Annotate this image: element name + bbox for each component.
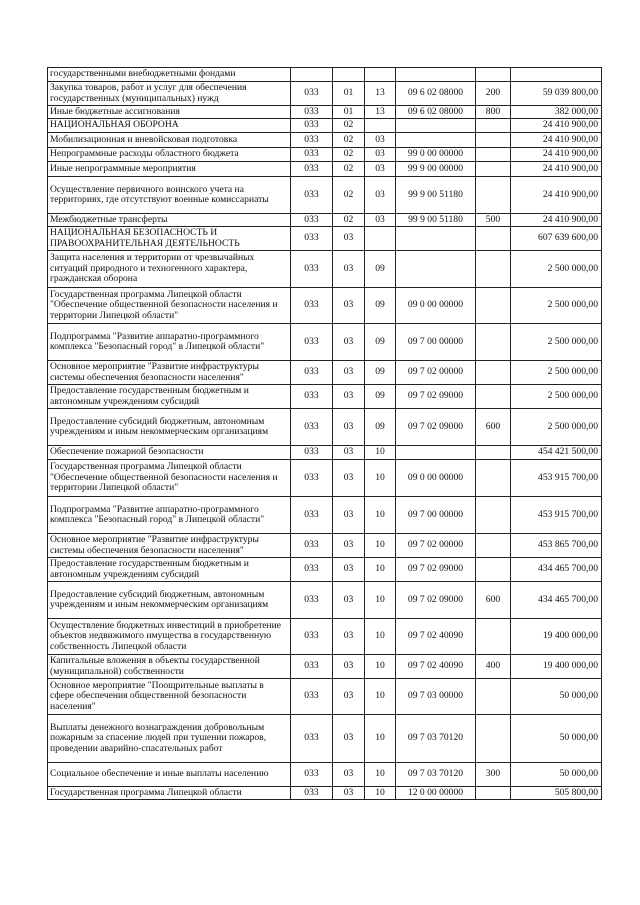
row-name-cell: Осуществление первичного воинского учета на территориях, где отсутствуют военные комиссариаты (48, 177, 291, 214)
row-subsection-cell: 10 (365, 715, 396, 763)
row-section-cell: 03 (333, 679, 365, 715)
row-subsection-cell: 10 (365, 619, 396, 655)
row-section-cell: 03 (333, 227, 365, 251)
row-target-article-cell: 09 7 00 00000 (396, 497, 476, 534)
row-subsection-cell: 09 (365, 324, 396, 361)
budget-table-body (48, 68, 602, 800)
row-section-cell: 03 (333, 361, 365, 385)
row-target-article-cell: 99 9 00 51180 (396, 214, 476, 227)
row-name-cell: Выплаты денежного вознаграждения добровольным пожарным за спасение людей при тушении пожаров, проведении аварийно-спасательных работ (48, 715, 291, 763)
row-subsection-cell: 10 (365, 460, 396, 497)
row-expense-type-cell (476, 148, 511, 162)
table-row (48, 214, 602, 227)
row-section-cell: 02 (333, 148, 365, 162)
budget-table (47, 67, 602, 800)
row-expense-type-cell: 600 (476, 582, 511, 619)
row-target-article-cell: 09 7 02 40090 (396, 619, 476, 655)
table-row (48, 106, 602, 119)
row-amount-cell: 2 500 000,00 (511, 288, 602, 324)
table-row (48, 133, 602, 148)
row-expense-type-cell (476, 177, 511, 214)
row-section-cell: 03 (333, 763, 365, 787)
row-admin-code-cell: 033 (291, 582, 333, 619)
row-admin-code-cell: 033 (291, 385, 333, 409)
row-expense-type-cell (476, 385, 511, 409)
table-row (48, 409, 602, 446)
row-subsection-cell: 09 (365, 361, 396, 385)
row-admin-code-cell: 033 (291, 787, 333, 800)
row-amount-cell (511, 68, 602, 82)
row-target-article-cell (396, 251, 476, 288)
row-admin-code-cell: 033 (291, 534, 333, 558)
row-amount-cell: 434 465 700,00 (511, 582, 602, 619)
row-expense-type-cell (476, 68, 511, 82)
row-expense-type-cell: 300 (476, 763, 511, 787)
row-target-article-cell (396, 227, 476, 251)
row-amount-cell: 50 000,00 (511, 679, 602, 715)
row-target-article-cell: 09 6 02 08000 (396, 82, 476, 106)
row-section-cell: 03 (333, 558, 365, 582)
row-amount-cell: 24 410 900,00 (511, 162, 602, 177)
row-target-article-cell: 09 7 02 09000 (396, 409, 476, 446)
row-name-cell: Непрограммные расходы областного бюджета (48, 148, 291, 162)
row-amount-cell: 434 465 700,00 (511, 558, 602, 582)
row-admin-code-cell (291, 68, 333, 82)
row-target-article-cell: 09 7 02 09000 (396, 385, 476, 409)
table-row (48, 324, 602, 361)
row-amount-cell: 24 410 900,00 (511, 148, 602, 162)
row-amount-cell: 2 500 000,00 (511, 251, 602, 288)
row-admin-code-cell: 033 (291, 119, 333, 133)
table-row (48, 148, 602, 162)
row-section-cell: 02 (333, 119, 365, 133)
row-admin-code-cell: 033 (291, 82, 333, 106)
row-name-cell: Государственная программа Липецкой области "Обеспечение общественной безопасности населения и территории Липецкой области" (48, 460, 291, 497)
row-subsection-cell: 10 (365, 446, 396, 460)
table-row (48, 655, 602, 679)
row-target-article-cell: 09 7 02 09000 (396, 558, 476, 582)
row-subsection-cell: 10 (365, 582, 396, 619)
row-amount-cell: 24 410 900,00 (511, 133, 602, 148)
row-section-cell: 03 (333, 446, 365, 460)
row-name-cell: Осуществление бюджетных инвестиций в приобретение объектов недвижимого имущества в государственную собственность Липецкой области (48, 619, 291, 655)
row-target-article-cell: 12 0 00 00000 (396, 787, 476, 800)
row-name-cell: Предоставление государственным бюджетным и автономным учреждениям субсидий (48, 558, 291, 582)
row-section-cell: 02 (333, 133, 365, 148)
row-expense-type-cell (476, 787, 511, 800)
table-row (48, 534, 602, 558)
row-expense-type-cell (476, 460, 511, 497)
row-admin-code-cell: 033 (291, 460, 333, 497)
table-row (48, 619, 602, 655)
row-expense-type-cell (476, 133, 511, 148)
row-admin-code-cell: 033 (291, 177, 333, 214)
table-row (48, 251, 602, 288)
row-amount-cell: 382 000,00 (511, 106, 602, 119)
row-amount-cell: 24 410 900,00 (511, 214, 602, 227)
row-target-article-cell (396, 133, 476, 148)
row-admin-code-cell: 033 (291, 106, 333, 119)
row-name-cell: Иные бюджетные ассигнования (48, 106, 291, 119)
row-admin-code-cell: 033 (291, 162, 333, 177)
row-admin-code-cell: 033 (291, 715, 333, 763)
table-row (48, 227, 602, 251)
row-target-article-cell: 99 9 00 00000 (396, 162, 476, 177)
row-name-cell: НАЦИОНАЛЬНАЯ ОБОРОНА (48, 119, 291, 133)
row-section-cell: 03 (333, 385, 365, 409)
row-admin-code-cell: 033 (291, 497, 333, 534)
row-subsection-cell (365, 68, 396, 82)
row-expense-type-cell (476, 361, 511, 385)
row-expense-type-cell (476, 534, 511, 558)
row-subsection-cell: 10 (365, 679, 396, 715)
row-admin-code-cell: 033 (291, 324, 333, 361)
row-subsection-cell: 10 (365, 558, 396, 582)
row-section-cell: 01 (333, 106, 365, 119)
row-expense-type-cell (476, 251, 511, 288)
row-section-cell: 03 (333, 251, 365, 288)
row-subsection-cell: 03 (365, 162, 396, 177)
row-name-cell: Защита населения и территории от чрезвычайных ситуаций природного и техногенного характера, гражданская оборона (48, 251, 291, 288)
row-target-article-cell: 99 0 00 00000 (396, 148, 476, 162)
row-subsection-cell: 10 (365, 763, 396, 787)
row-name-cell: Подпрограмма "Развитие аппаратно-программного комплекса "Безопасный город" в Липецкой области" (48, 497, 291, 534)
row-expense-type-cell (476, 288, 511, 324)
row-expense-type-cell (476, 324, 511, 361)
row-name-cell: Основное мероприятие "Развитие инфраструктуры системы обеспечения безопасности населения" (48, 361, 291, 385)
row-section-cell: 03 (333, 582, 365, 619)
row-section-cell: 03 (333, 534, 365, 558)
row-section-cell: 03 (333, 497, 365, 534)
row-target-article-cell: 09 7 03 70120 (396, 763, 476, 787)
row-name-cell: Межбюджетные трансферты (48, 214, 291, 227)
row-name-cell: Государственная программа Липецкой области "Обеспечение общественной безопасности населения и территории Липецкой области" (48, 288, 291, 324)
table-row (48, 679, 602, 715)
row-amount-cell: 453 915 700,00 (511, 497, 602, 534)
row-expense-type-cell (476, 558, 511, 582)
row-admin-code-cell: 033 (291, 409, 333, 446)
row-section-cell: 03 (333, 619, 365, 655)
row-section-cell: 03 (333, 288, 365, 324)
row-amount-cell: 453 915 700,00 (511, 460, 602, 497)
row-expense-type-cell (476, 619, 511, 655)
row-name-cell: Предоставление государственным бюджетным и автономным учреждениям субсидий (48, 385, 291, 409)
row-target-article-cell: 09 6 02 08000 (396, 106, 476, 119)
row-subsection-cell: 03 (365, 177, 396, 214)
row-name-cell: Государственная программа Липецкой области (48, 787, 291, 800)
row-name-cell: Предоставление субсидий бюджетным, автономным учреждениям и иным некоммерческим организациям (48, 409, 291, 446)
row-target-article-cell: 09 7 03 70120 (396, 715, 476, 763)
row-subsection-cell: 10 (365, 787, 396, 800)
table-row (48, 497, 602, 534)
row-section-cell: 01 (333, 82, 365, 106)
row-admin-code-cell: 033 (291, 214, 333, 227)
row-admin-code-cell: 033 (291, 251, 333, 288)
row-target-article-cell: 09 7 02 40090 (396, 655, 476, 679)
row-amount-cell: 24 410 900,00 (511, 119, 602, 133)
row-expense-type-cell: 400 (476, 655, 511, 679)
row-name-cell: Обеспечение пожарной безопасности (48, 446, 291, 460)
row-subsection-cell (365, 119, 396, 133)
table-row (48, 119, 602, 133)
row-subsection-cell: 10 (365, 534, 396, 558)
row-admin-code-cell: 033 (291, 763, 333, 787)
row-admin-code-cell: 033 (291, 227, 333, 251)
row-subsection-cell: 09 (365, 409, 396, 446)
table-row (48, 558, 602, 582)
row-name-cell: Основное мероприятие "Развитие инфраструктуры системы обеспечения безопасности населения" (48, 534, 291, 558)
table-row (48, 763, 602, 787)
row-subsection-cell: 03 (365, 133, 396, 148)
row-admin-code-cell: 033 (291, 446, 333, 460)
table-row (48, 582, 602, 619)
row-admin-code-cell: 033 (291, 619, 333, 655)
row-section-cell (333, 68, 365, 82)
row-amount-cell: 453 865 700,00 (511, 534, 602, 558)
row-target-article-cell: 09 0 00 00000 (396, 288, 476, 324)
row-subsection-cell (365, 227, 396, 251)
table-row (48, 361, 602, 385)
row-section-cell: 03 (333, 787, 365, 800)
row-expense-type-cell: 600 (476, 409, 511, 446)
row-subsection-cell: 10 (365, 655, 396, 679)
row-amount-cell: 19 400 000,00 (511, 619, 602, 655)
row-section-cell: 02 (333, 214, 365, 227)
table-row (48, 68, 602, 82)
row-expense-type-cell (476, 446, 511, 460)
table-row (48, 446, 602, 460)
table-row (48, 715, 602, 763)
row-expense-type-cell (476, 162, 511, 177)
row-target-article-cell: 99 9 00 51180 (396, 177, 476, 214)
row-amount-cell: 50 000,00 (511, 715, 602, 763)
row-amount-cell: 24 410 900,00 (511, 177, 602, 214)
row-subsection-cell: 09 (365, 288, 396, 324)
row-name-cell: Социальное обеспечение и иные выплаты населению (48, 763, 291, 787)
row-section-cell: 02 (333, 162, 365, 177)
row-admin-code-cell: 033 (291, 655, 333, 679)
row-amount-cell: 2 500 000,00 (511, 385, 602, 409)
row-admin-code-cell: 033 (291, 288, 333, 324)
row-amount-cell: 2 500 000,00 (511, 361, 602, 385)
row-admin-code-cell: 033 (291, 558, 333, 582)
row-admin-code-cell: 033 (291, 679, 333, 715)
row-subsection-cell: 10 (365, 497, 396, 534)
row-target-article-cell: 09 7 00 00000 (396, 324, 476, 361)
row-section-cell: 03 (333, 409, 365, 446)
row-expense-type-cell (476, 715, 511, 763)
row-section-cell: 03 (333, 324, 365, 361)
row-expense-type-cell (476, 119, 511, 133)
row-name-cell: Подпрограмма "Развитие аппаратно-программного комплекса "Безопасный город" в Липецкой области" (48, 324, 291, 361)
row-section-cell: 03 (333, 715, 365, 763)
row-expense-type-cell (476, 679, 511, 715)
row-expense-type-cell: 800 (476, 106, 511, 119)
row-amount-cell: 505 800,00 (511, 787, 602, 800)
row-name-cell: Мобилизационная и вневойсковая подготовка (48, 133, 291, 148)
row-subsection-cell: 03 (365, 148, 396, 162)
row-name-cell: Основное мероприятие "Поощрительные выплаты в сфере обеспечения общественной безопасности населения" (48, 679, 291, 715)
row-amount-cell: 454 421 500,00 (511, 446, 602, 460)
row-target-article-cell (396, 446, 476, 460)
row-amount-cell: 50 000,00 (511, 763, 602, 787)
row-subsection-cell: 03 (365, 214, 396, 227)
row-target-article-cell: 09 7 03 00000 (396, 679, 476, 715)
row-amount-cell: 607 639 600,00 (511, 227, 602, 251)
row-section-cell: 02 (333, 177, 365, 214)
table-row (48, 288, 602, 324)
row-target-article-cell: 09 7 02 00000 (396, 361, 476, 385)
row-admin-code-cell: 033 (291, 133, 333, 148)
row-expense-type-cell: 200 (476, 82, 511, 106)
table-row (48, 787, 602, 800)
row-admin-code-cell: 033 (291, 361, 333, 385)
row-target-article-cell: 09 7 02 09000 (396, 582, 476, 619)
table-row (48, 162, 602, 177)
row-amount-cell: 2 500 000,00 (511, 409, 602, 446)
row-expense-type-cell: 500 (476, 214, 511, 227)
row-subsection-cell: 09 (365, 251, 396, 288)
row-name-cell: Предоставление субсидий бюджетным, автономным учреждениям и иным некоммерческим организациям (48, 582, 291, 619)
row-section-cell: 03 (333, 460, 365, 497)
row-target-article-cell (396, 119, 476, 133)
row-subsection-cell: 09 (365, 385, 396, 409)
table-row (48, 177, 602, 214)
row-subsection-cell: 13 (365, 82, 396, 106)
row-expense-type-cell (476, 497, 511, 534)
row-name-cell: Закупка товаров, работ и услуг для обеспечения государственных (муниципальных) нужд (48, 82, 291, 106)
table-row (48, 385, 602, 409)
row-name-cell: Капитальные вложения в объекты государственной (муниципальной) собственности (48, 655, 291, 679)
row-target-article-cell (396, 68, 476, 82)
row-target-article-cell: 09 7 02 00000 (396, 534, 476, 558)
row-admin-code-cell: 033 (291, 148, 333, 162)
row-amount-cell: 2 500 000,00 (511, 324, 602, 361)
row-name-cell: НАЦИОНАЛЬНАЯ БЕЗОПАСНОСТЬ И ПРАВООХРАНИТЕЛЬНАЯ ДЕЯТЕЛЬНОСТЬ (48, 227, 291, 251)
row-name-cell: Иные непрограммные мероприятия (48, 162, 291, 177)
row-expense-type-cell (476, 227, 511, 251)
row-amount-cell: 19 400 000,00 (511, 655, 602, 679)
row-name-cell: государственными внебюджетными фондами (48, 68, 291, 82)
table-row (48, 82, 602, 106)
row-subsection-cell: 13 (365, 106, 396, 119)
row-amount-cell: 59 039 800,00 (511, 82, 602, 106)
table-row (48, 460, 602, 497)
row-target-article-cell: 09 0 00 00000 (396, 460, 476, 497)
row-section-cell: 03 (333, 655, 365, 679)
